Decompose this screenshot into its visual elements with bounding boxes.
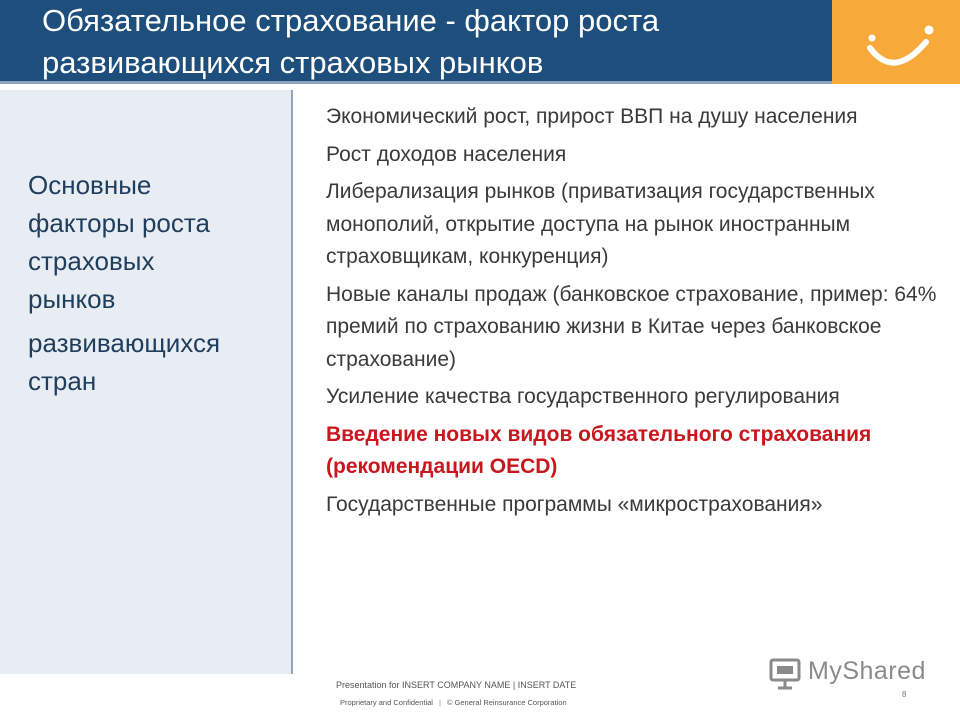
footer-separator: | xyxy=(438,698,441,707)
factor-item: Экономический рост, прирост ВВП на душу населения xyxy=(326,105,858,128)
slide-title-line-2: развивающихся страховых рынков xyxy=(42,45,544,80)
left-heading-line-2: факторы роста xyxy=(28,208,210,238)
watermark xyxy=(768,654,928,690)
page-number: 8 xyxy=(902,690,907,699)
left-heading-line-3: страховых xyxy=(28,246,155,276)
slide-title xyxy=(42,0,822,84)
factor-item: Либерализация рынков (приватизация государственных монополий, открытие доступа на рынок иностранным страховщикам, конкуренция) xyxy=(326,180,875,268)
left-panel xyxy=(0,90,293,674)
growth-factors-list xyxy=(326,101,946,526)
footer-legal xyxy=(340,698,567,707)
left-heading-line-4: рынков xyxy=(28,284,116,314)
watermark-text: MyShared xyxy=(808,657,926,685)
factor-item: Усиление качества государственного регулирования xyxy=(326,385,840,408)
factor-item-highlighted: Введение новых видов обязательного страхования (рекомендации OECD) xyxy=(326,422,872,478)
footer-copyright: © General Reinsurance Corporation xyxy=(446,698,567,707)
footer-confidential: Proprietary and Confidential xyxy=(340,698,433,707)
footer-presentation-info: Presentation for INSERT COMPANY NAME | INSERT DATE xyxy=(336,680,577,690)
factor-item: Рост доходов населения xyxy=(326,142,567,166)
left-heading-line-6: стран xyxy=(28,366,97,396)
left-heading-line-1: Основные xyxy=(28,170,152,200)
factor-item: Новые каналы продаж (банковское страхование, пример: 64% премий по страхованию жизни в Китае через банковское страхование) xyxy=(326,282,937,371)
slide-header xyxy=(0,0,832,84)
slide-title-line-1: Обязательное страхование - фактор роста xyxy=(42,3,660,38)
factor-item: Государственные программы «микрострахования» xyxy=(326,492,823,516)
left-heading-line-5: развивающихся xyxy=(28,328,221,358)
company-logo xyxy=(832,0,960,84)
left-panel-heading xyxy=(28,166,278,400)
smile-logo-icon xyxy=(832,0,960,84)
presentation-board-icon xyxy=(768,656,804,692)
